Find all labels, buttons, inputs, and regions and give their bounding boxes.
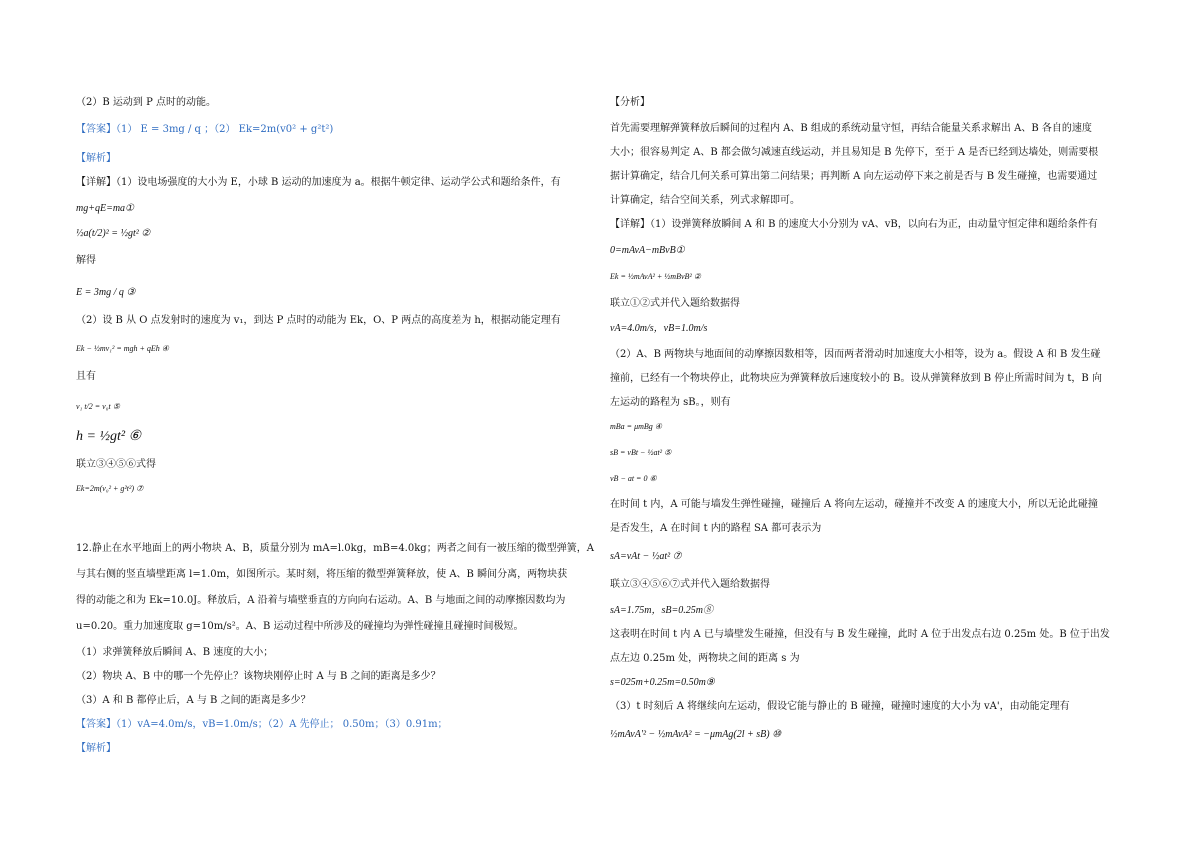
right-line: vA=4.0m/s，vB=1.0m/s [610, 323, 708, 334]
right-line: Ek = ½mAvA² + ½mBvB² ② [610, 272, 701, 281]
right-line: 【分析】 [610, 97, 650, 108]
right-line: 点左边 0.25m 处，两物块之间的距离 s 为 [610, 653, 800, 664]
left-line: Ek=2m(v₀² + g²t²) ⑦ [76, 484, 144, 493]
left-line: 联立③④⑤⑥式得 [76, 459, 156, 470]
right-line: 据计算确定，结合几何关系可算出第二问结果；再判断 A 向左运动停下来之前是否与 B 发生碰撞，也需要通过 [610, 171, 1098, 182]
left-line: （3）A 和 B 都停止后，A 与 B 之间的距离是多少？ [76, 695, 311, 706]
right-line: 首先需要理解弹簧释放后瞬间的过程内 A、B 组成的系统动量守恒，再结合能量关系求解出 A、B 各自的速度 [610, 123, 1092, 134]
right-line: 联立③④⑤⑥⑦式并代入题给数据得 [610, 579, 770, 590]
right-line: 0=mAvA−mBvB① [610, 245, 685, 256]
left-line: （2）设 B 从 O 点发射时的速度为 v₁，到达 P 点时的动能为 Ek，O、P 两点的高度差为 h，根据动能定理有 [76, 315, 561, 326]
left-line: 【详解】（1）设电场强度的大小为 E，小球 B 运动的加速度为 a。根据牛顿定律、运动学公式和题给条件，有 [76, 177, 561, 188]
right-line: 联立①②式并代入题给数据得 [610, 298, 740, 309]
left-line: 【答案】（1）vA=4.0m/s，vB=1.0m/s；（2）A 先停止； 0.50m；（3）0.91m； [76, 719, 448, 730]
left-line: 与其右侧的竖直墙壁距离 l=1.0m，如图所示。某时刻，将压缩的微型弹簧释放，使 A、B 瞬间分离，两物块获 [76, 569, 568, 580]
left-line: h = ½gt² ⑥ [76, 429, 142, 444]
right-line: 撞前，已经有一个物块停止，此物块应为弹簧释放后速度较小的 B。设从弹簧释放到 B 停止所需时间为 t，B 向 [610, 373, 1102, 384]
left-line: Ek − ½mv₁² = mgh + qEh ④ [76, 344, 169, 353]
right-line: （2）A、B 两物块与地面间的动摩擦因数相等，因而两者滑动时加速度大小相等，设为 a。假设 A 和 B 发生碰 [610, 349, 1101, 360]
right-line: 左运动的路程为 sB。，则有 [610, 397, 731, 408]
left-line: （1）求弹簧释放后瞬间 A、B 速度的大小； [76, 647, 274, 658]
left-line: mg+qE=ma① [76, 203, 135, 214]
right-line: vB − at = 0 ⑥ [610, 474, 657, 483]
left-line: ½a(t/2)² = ½gt² ② [76, 228, 151, 239]
left-line: （2）B 运动到 P 点时的动能。 [76, 97, 216, 108]
left-line: 得的动能之和为 Ek=10.0J。释放后，A 沿着与墙壁垂直的方向向右运动。A、B 与地面之间的动摩擦因数均为 [76, 595, 566, 606]
right-line: sA=vAt − ½at² ⑦ [610, 551, 682, 562]
right-line: sA=1.75m，sB=0.25m⑧ [610, 605, 713, 616]
left-line: 【解析】 [76, 153, 116, 164]
right-line: 在时间 t 内，A 可能与墙发生弹性碰撞，碰撞后 A 将向左运动，碰撞并不改变 A 的速度大小，所以无论此碰撞 [610, 499, 1098, 510]
right-line: 计算确定，结合空间关系，列式求解即可。 [610, 195, 800, 206]
left-line: E = 3mg / q ③ [76, 287, 136, 298]
left-line: u=0.20。重力加速度取 g=10m/s²。A、B 运动过程中所涉及的碰撞均为弹性碰撞且碰撞时间极短。 [76, 621, 524, 632]
left-line: 【解析】 [76, 743, 116, 754]
right-line: mBa = μmBg ④ [610, 422, 662, 431]
right-line: ½mAvA'² − ½mAvA² = −μmAg(2l + sB) ⑩ [610, 729, 782, 740]
right-line: s=025m+0.25m=0.50m⑨ [610, 677, 715, 688]
right-line: 这表明在时间 t 内 A 已与墙壁发生碰撞，但没有与 B 发生碰撞，此时 A 位于出发点右边 0.25m 处。B 位于出发 [610, 629, 1110, 640]
left-line: 解得 [76, 255, 96, 266]
left-line: 【答案】（1） E = 3mg / q ；（2） Ek=2m(v0² + g²t²) [76, 124, 334, 135]
right-line: 【详解】（1）设弹簧释放瞬间 A 和 B 的速度大小分别为 vA、vB，以向右为正，由动量守恒定律和题给条件有 [610, 219, 1098, 230]
left-line: （2）物块 A、B 中的哪一个先停止？该物块刚停止时 A 与 B 之间的距离是多少？ [76, 671, 441, 682]
left-line: 且有 [76, 371, 96, 382]
right-line: 大小；很容易判定 A、B 都会做匀减速直线运动，并且易知是 B 先停下，至于 A 是否已经到达墙处，则需要根 [610, 147, 1099, 158]
right-line: （3）t 时刻后 A 将继续向左运动，假设它能与静止的 B 碰撞，碰撞时速度的大小为 vA'，由动能定理有 [610, 701, 1070, 712]
right-line: 是否发生，A 在时间 t 内的路程 SA 都可表示为 [610, 523, 822, 534]
right-line: sB = vBt − ½at² ⑤ [610, 448, 672, 457]
left-line: v₁ t/2 = v₀t ⑤ [76, 402, 120, 411]
left-line: 12.静止在水平地面上的两小物块 A、B，质量分别为 mA=l.0kg，mB=4.0kg；两者之间有一被压缩的微型弹簧，A [76, 543, 594, 554]
